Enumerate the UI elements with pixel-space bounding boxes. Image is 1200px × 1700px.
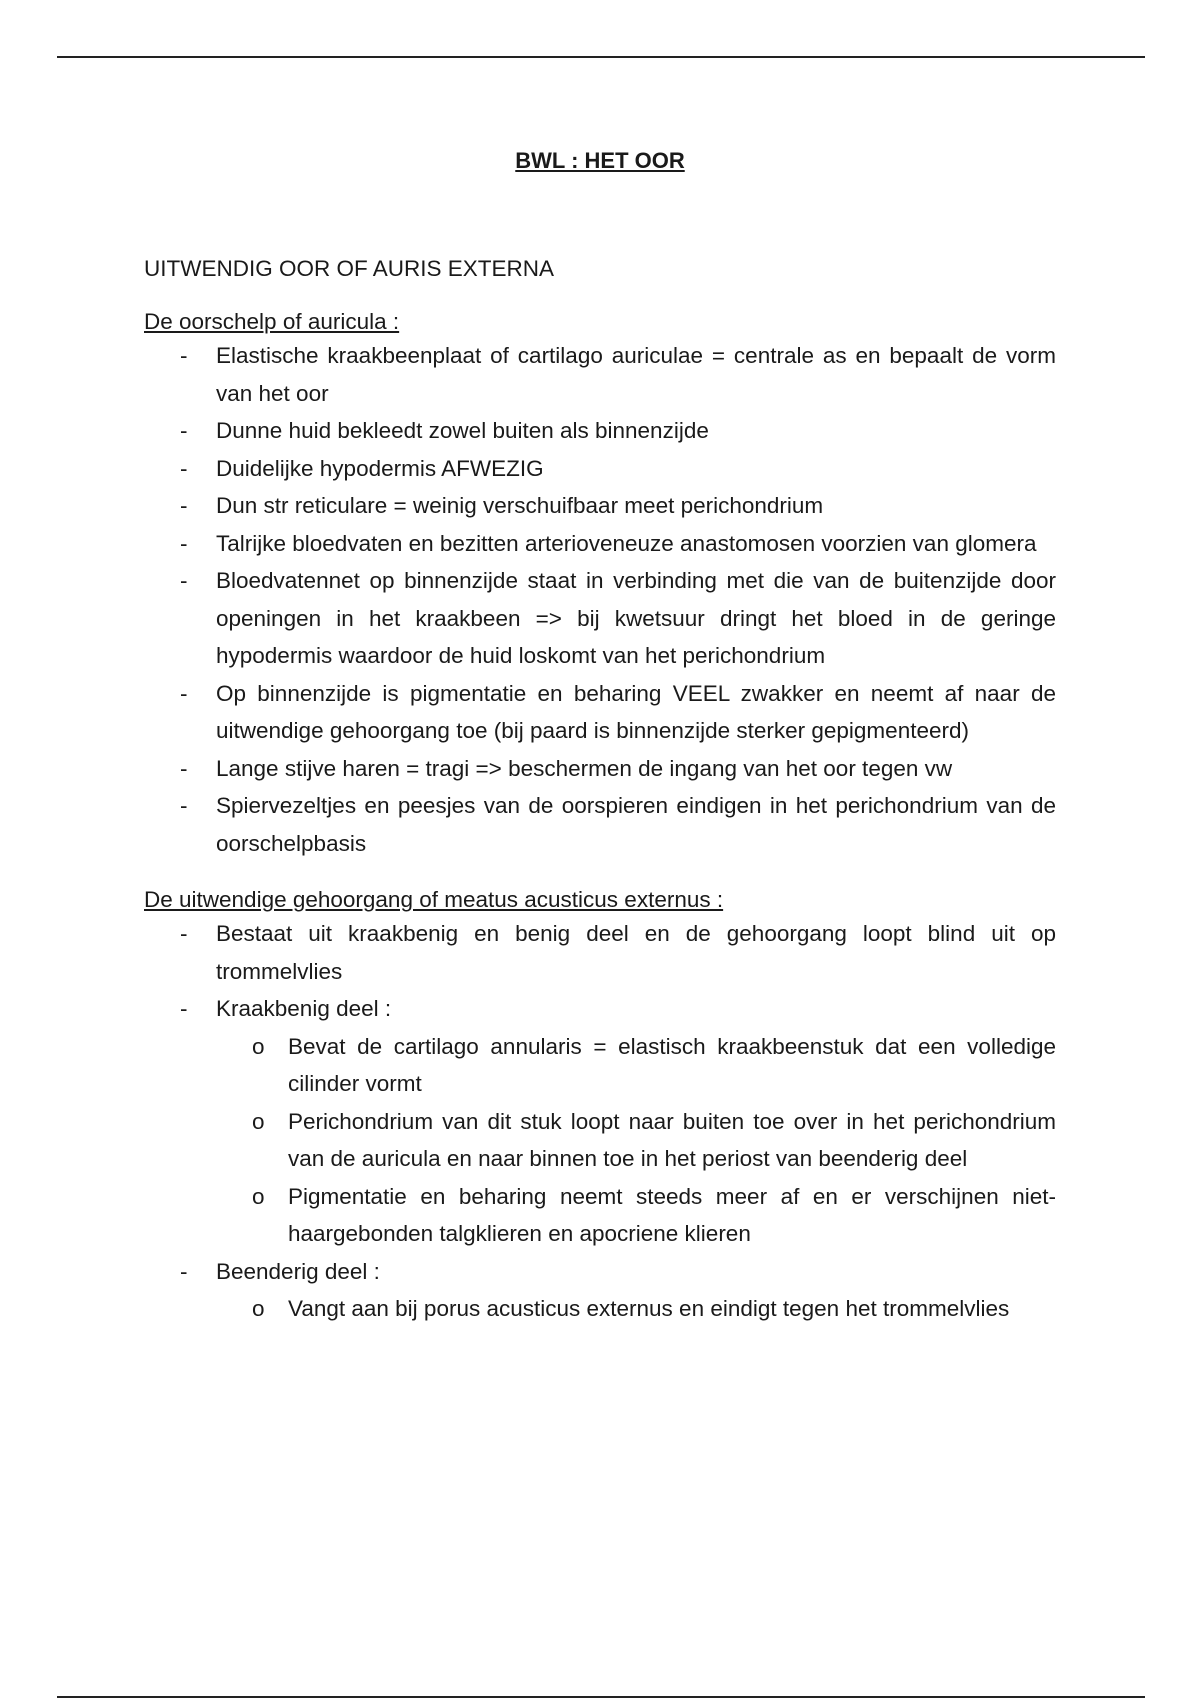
sub-list-item-text: Vangt aan bij porus acusticus externus en eindigt tegen het trommelvlies (288, 1296, 1010, 1321)
sub-list-item-text: Bevat de cartilago annularis = elastisch kraakbeenstuk dat een volledige cilinder vormt (288, 1033, 1056, 1096)
document-title: BWL : HET OOR (515, 148, 685, 173)
list-item (144, 990, 1056, 1253)
auricula-list (144, 337, 1056, 862)
sub-list-kraakbenig (216, 1028, 1056, 1253)
list-item-text: Op binnenzijde is pigmentatie en beharing VEEL zwakker en neemt af naar de uitwendige gehoorgang toe (bij paard is binnenzijde sterker gepigmenteerd) (216, 680, 1056, 743)
subheading-auricula: De oorschelp of auricula : (144, 309, 400, 334)
dash-marker: - (180, 996, 188, 1021)
sub-list-item (216, 1178, 1056, 1253)
meatus-list (144, 915, 1056, 1328)
list-item (144, 675, 1056, 750)
bottom-rule (57, 1696, 1145, 1698)
circle-bullet-marker: o (252, 1108, 265, 1134)
dash-marker: - (180, 418, 188, 443)
dash-marker: - (180, 755, 188, 781)
sub-list-item-text: Pigmentatie en beharing neemt steeds meer af en er verschijnen niet-haargebonden talgklieren en apocriene klieren (288, 1183, 1056, 1246)
sub-list-beenderig (216, 1290, 1056, 1328)
list-item (144, 525, 1056, 563)
list-item-text: Talrijke bloedvaten en bezitten arterioveneuze anastomosen voorzien van glomera (216, 530, 1037, 556)
list-item (144, 787, 1056, 862)
list-item (144, 750, 1056, 788)
dash-marker: - (180, 568, 188, 593)
section-heading: UITWENDIG OOR OF AURIS EXTERNA (144, 256, 555, 281)
list-item-text: Elastische kraakbeenplaat of cartilago auriculae = centrale as en bepaalt de vorm van het oor (216, 343, 1056, 406)
list-item-text: Spiervezeltjes en peesjes van de oorspieren eindigen in het perichondrium van de oorschelpbasis (216, 793, 1056, 856)
sub-list-item (216, 1290, 1056, 1328)
list-item (144, 915, 1056, 990)
document-body (144, 254, 1056, 1328)
sub-list-item-text: Perichondrium van dit stuk loopt naar buiten toe over in het perichondrium van de auricula en naar binnen toe in het periost van beenderig deel (288, 1108, 1056, 1171)
list-item (144, 487, 1056, 525)
list-item-text: Beenderig deel : (216, 1258, 380, 1284)
list-item (144, 337, 1056, 412)
dash-marker: - (180, 921, 188, 946)
dash-marker: - (180, 455, 188, 481)
list-item (144, 412, 1056, 450)
sub-list-item (216, 1103, 1056, 1178)
circle-bullet-marker: o (252, 1183, 265, 1209)
list-item (144, 562, 1056, 675)
list-item-text: Kraakbenig deel : (216, 996, 392, 1021)
list-item (144, 1253, 1056, 1328)
dash-marker: - (180, 343, 188, 368)
list-item-text: Bestaat uit kraakbenig en benig deel en de gehoorgang loopt blind uit op trommelvlies (216, 921, 1056, 984)
circle-bullet-marker: o (252, 1296, 265, 1321)
list-item (144, 450, 1056, 488)
dash-marker: - (180, 493, 188, 518)
list-item-text: Duidelijke hypodermis AFWEZIG (216, 455, 544, 481)
list-item-text: Lange stijve haren = tragi => beschermen de ingang van het oor tegen vw (216, 755, 953, 781)
circle-bullet-marker: o (252, 1033, 265, 1059)
dash-marker: - (180, 530, 188, 556)
top-rule (57, 56, 1145, 58)
list-item-text: Bloedvatennet op binnenzijde staat in verbinding met die van de buitenzijde door openingen in het kraakbeen => bij kwetsuur dringt het bloed in de geringe hypodermis waardoor de huid loskomt van het perichondrium (216, 568, 1056, 668)
dash-marker: - (180, 680, 188, 706)
list-item-text: Dun str reticulare = weinig verschuifbaar meet perichondrium (216, 493, 824, 518)
sub-list-item (216, 1028, 1056, 1103)
dash-marker: - (180, 1258, 188, 1284)
dash-marker: - (180, 793, 188, 818)
subheading-meatus: De uitwendige gehoorgang of meatus acusticus externus : (144, 887, 724, 912)
list-item-text: Dunne huid bekleedt zowel buiten als binnenzijde (216, 418, 709, 443)
